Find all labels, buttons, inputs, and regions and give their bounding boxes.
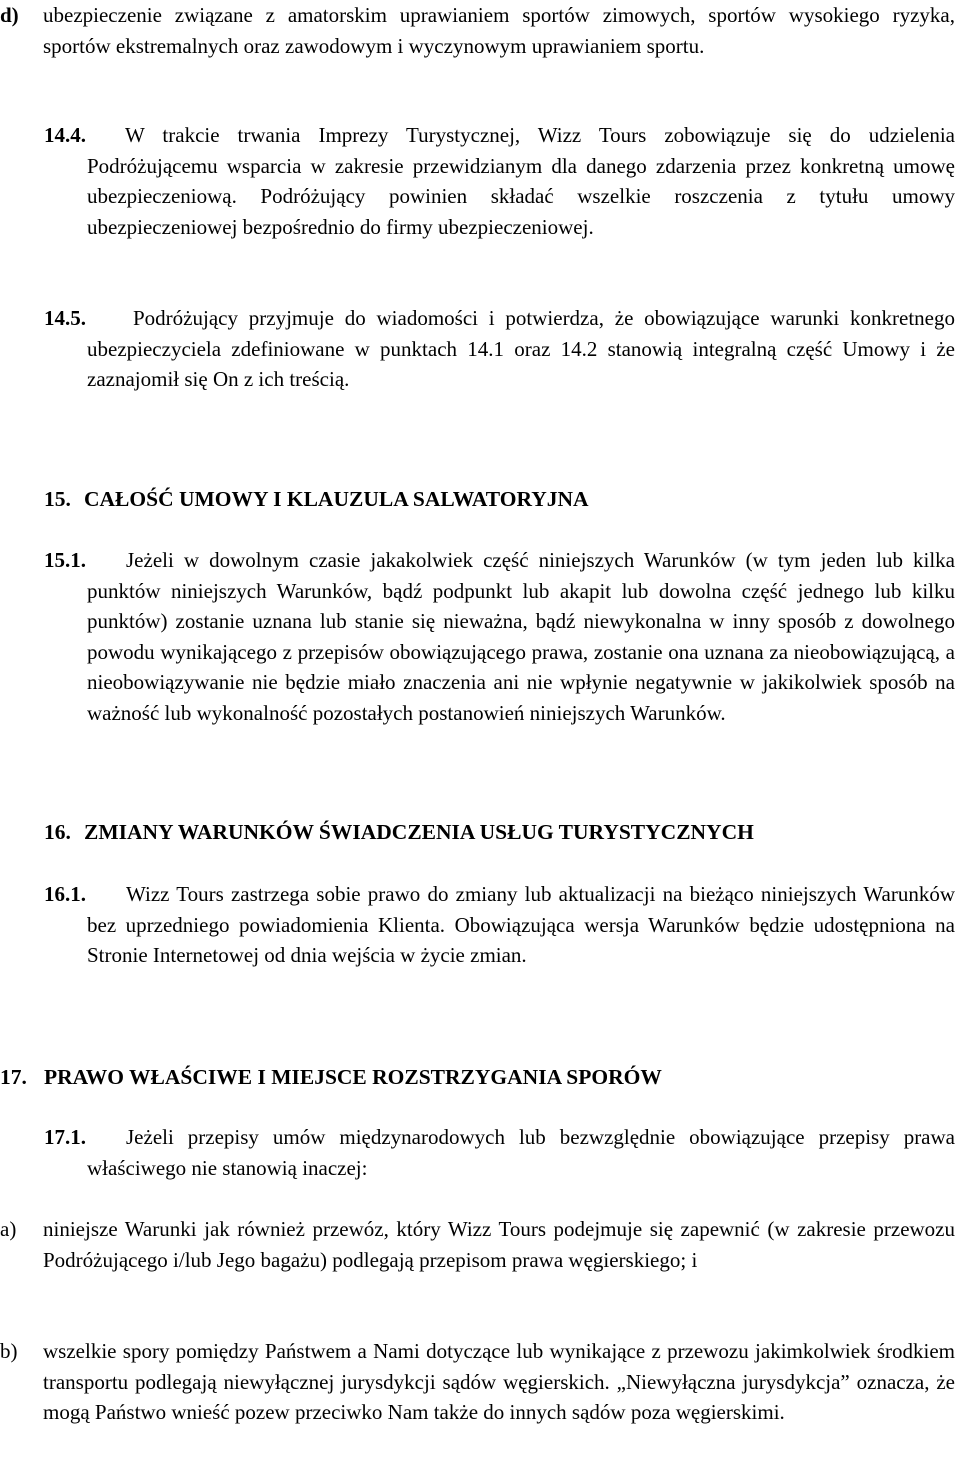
list-marker-a: a) xyxy=(0,1217,17,1241)
section-14-5-text: Podróżujący przyjmuje do wiadomości i potwierdza, że obowiązujące warunki konkretnego ubezpieczyciela zdefiniowane w punktach 14.1 oraz 14.2 stanowią integralną część Umowy i że zaznajomił się On z ich treścią. xyxy=(87,306,955,391)
heading-17-number: 17. xyxy=(0,1065,27,1089)
heading-17-title: PRAWO WŁAŚCIWE I MIEJSCE ROZSTRZYGANIA SPORÓW xyxy=(44,1065,662,1089)
heading-15-number: 15. xyxy=(44,487,71,511)
heading-16-number: 16. xyxy=(44,820,71,844)
section-15-1 xyxy=(44,545,955,728)
section-17-1-number: 17.1. xyxy=(44,1125,86,1149)
section-17-1-text: Jeżeli przepisy umów międzynarodowych lub bezwzględnie obowiązujące przepisy prawa właściwego nie stanowią inaczej: xyxy=(87,1125,955,1180)
section-16-1-number: 16.1. xyxy=(44,882,86,906)
section-14-5 xyxy=(44,303,955,395)
heading-16 xyxy=(44,817,754,847)
section-14-4-number: 14.4. xyxy=(44,123,86,147)
section-16-1-text: Wizz Tours zastrzega sobie prawo do zmiany lub aktualizacji na bieżąco niniejszych Warunków bez uprzedniego powiadomienia Klienta. Obowiązująca wersja Warunków będzie udostępniona na Stronie Internetowej od dnia wejścia w życie zmian. xyxy=(87,882,955,967)
section-14-4 xyxy=(44,120,955,242)
heading-17 xyxy=(0,1062,662,1092)
list-item-d-text: ubezpieczenie związane z amatorskim uprawianiem sportów zimowych, sportów wysokiego ryzyka, sportów ekstremalnych oraz zawodowym i wyczynowym uprawianiem sportu. xyxy=(43,3,955,58)
list-marker-b: b) xyxy=(0,1339,18,1363)
heading-15-title: CAŁOŚĆ UMOWY I KLAUZULA SALWATORYJNA xyxy=(84,487,589,511)
section-14-5-number: 14.5. xyxy=(44,306,86,330)
section-15-1-text: Jeżeli w dowolnym czasie jakakolwiek część niniejszych Warunków (w tym jeden lub kilka punktów niniejszych Warunków, bądź podpunkt lub akapit lub dowolna część jednego lub kilku punktów) zostanie uznana lub stanie się nieważna, bądź niewykonalna w inny sposób z dowolnego powodu wynikającego z przepisów obowiązującego prawa, zostanie ona uznana za nieobowiązującą, a nieobowiązywanie nie będzie miało znaczenia ani nie wpłynie negatywnie w jakikolwiek sposób na ważność lub wykonalność pozostałych postanowień niniejszych Warunków. xyxy=(87,548,955,725)
section-15-1-number: 15.1. xyxy=(44,548,86,572)
section-14-4-text: W trakcie trwania Imprezy Turystycznej, Wizz Tours zobowiązuje się do udzielenia Podróżującemu wsparcia w zakresie przewidzianym dla danego zdarzenia przez konkretną umowę ubezpieczeniową. Podróżujący powinien składać wszelkie roszczenia z tytułu umowy ubezpieczeniowej bezpośrednio do firmy ubezpieczeniowej. xyxy=(87,123,955,239)
heading-15 xyxy=(44,484,589,514)
list-item-a-text: niniejsze Warunki jak również przewóz, który Wizz Tours podejmuje się zapewnić (w zakresie przewozu Podróżującego i/lub Jego bagażu) podlegają przepisom prawa węgierskiego; i xyxy=(43,1217,955,1272)
heading-16-title: ZMIANY WARUNKÓW ŚWIADCZENIA USŁUG TURYSTYCZNYCH xyxy=(84,820,754,844)
section-17-1 xyxy=(44,1122,955,1183)
list-item-b-text: wszelkie spory pomiędzy Państwem a Nami dotyczące lub wynikające z przewozu jakimkolwiek środkiem transportu podlegają niewyłącznej jurysdykcji sądów węgierskich. „Niewyłączna jurysdykcja” oznacza, że mogą Państwo wnieść pozew przeciwko Nam także do innych sądów poza węgierskimi. xyxy=(43,1339,955,1424)
section-16-1 xyxy=(44,879,955,971)
list-marker-d: d) xyxy=(0,3,19,27)
